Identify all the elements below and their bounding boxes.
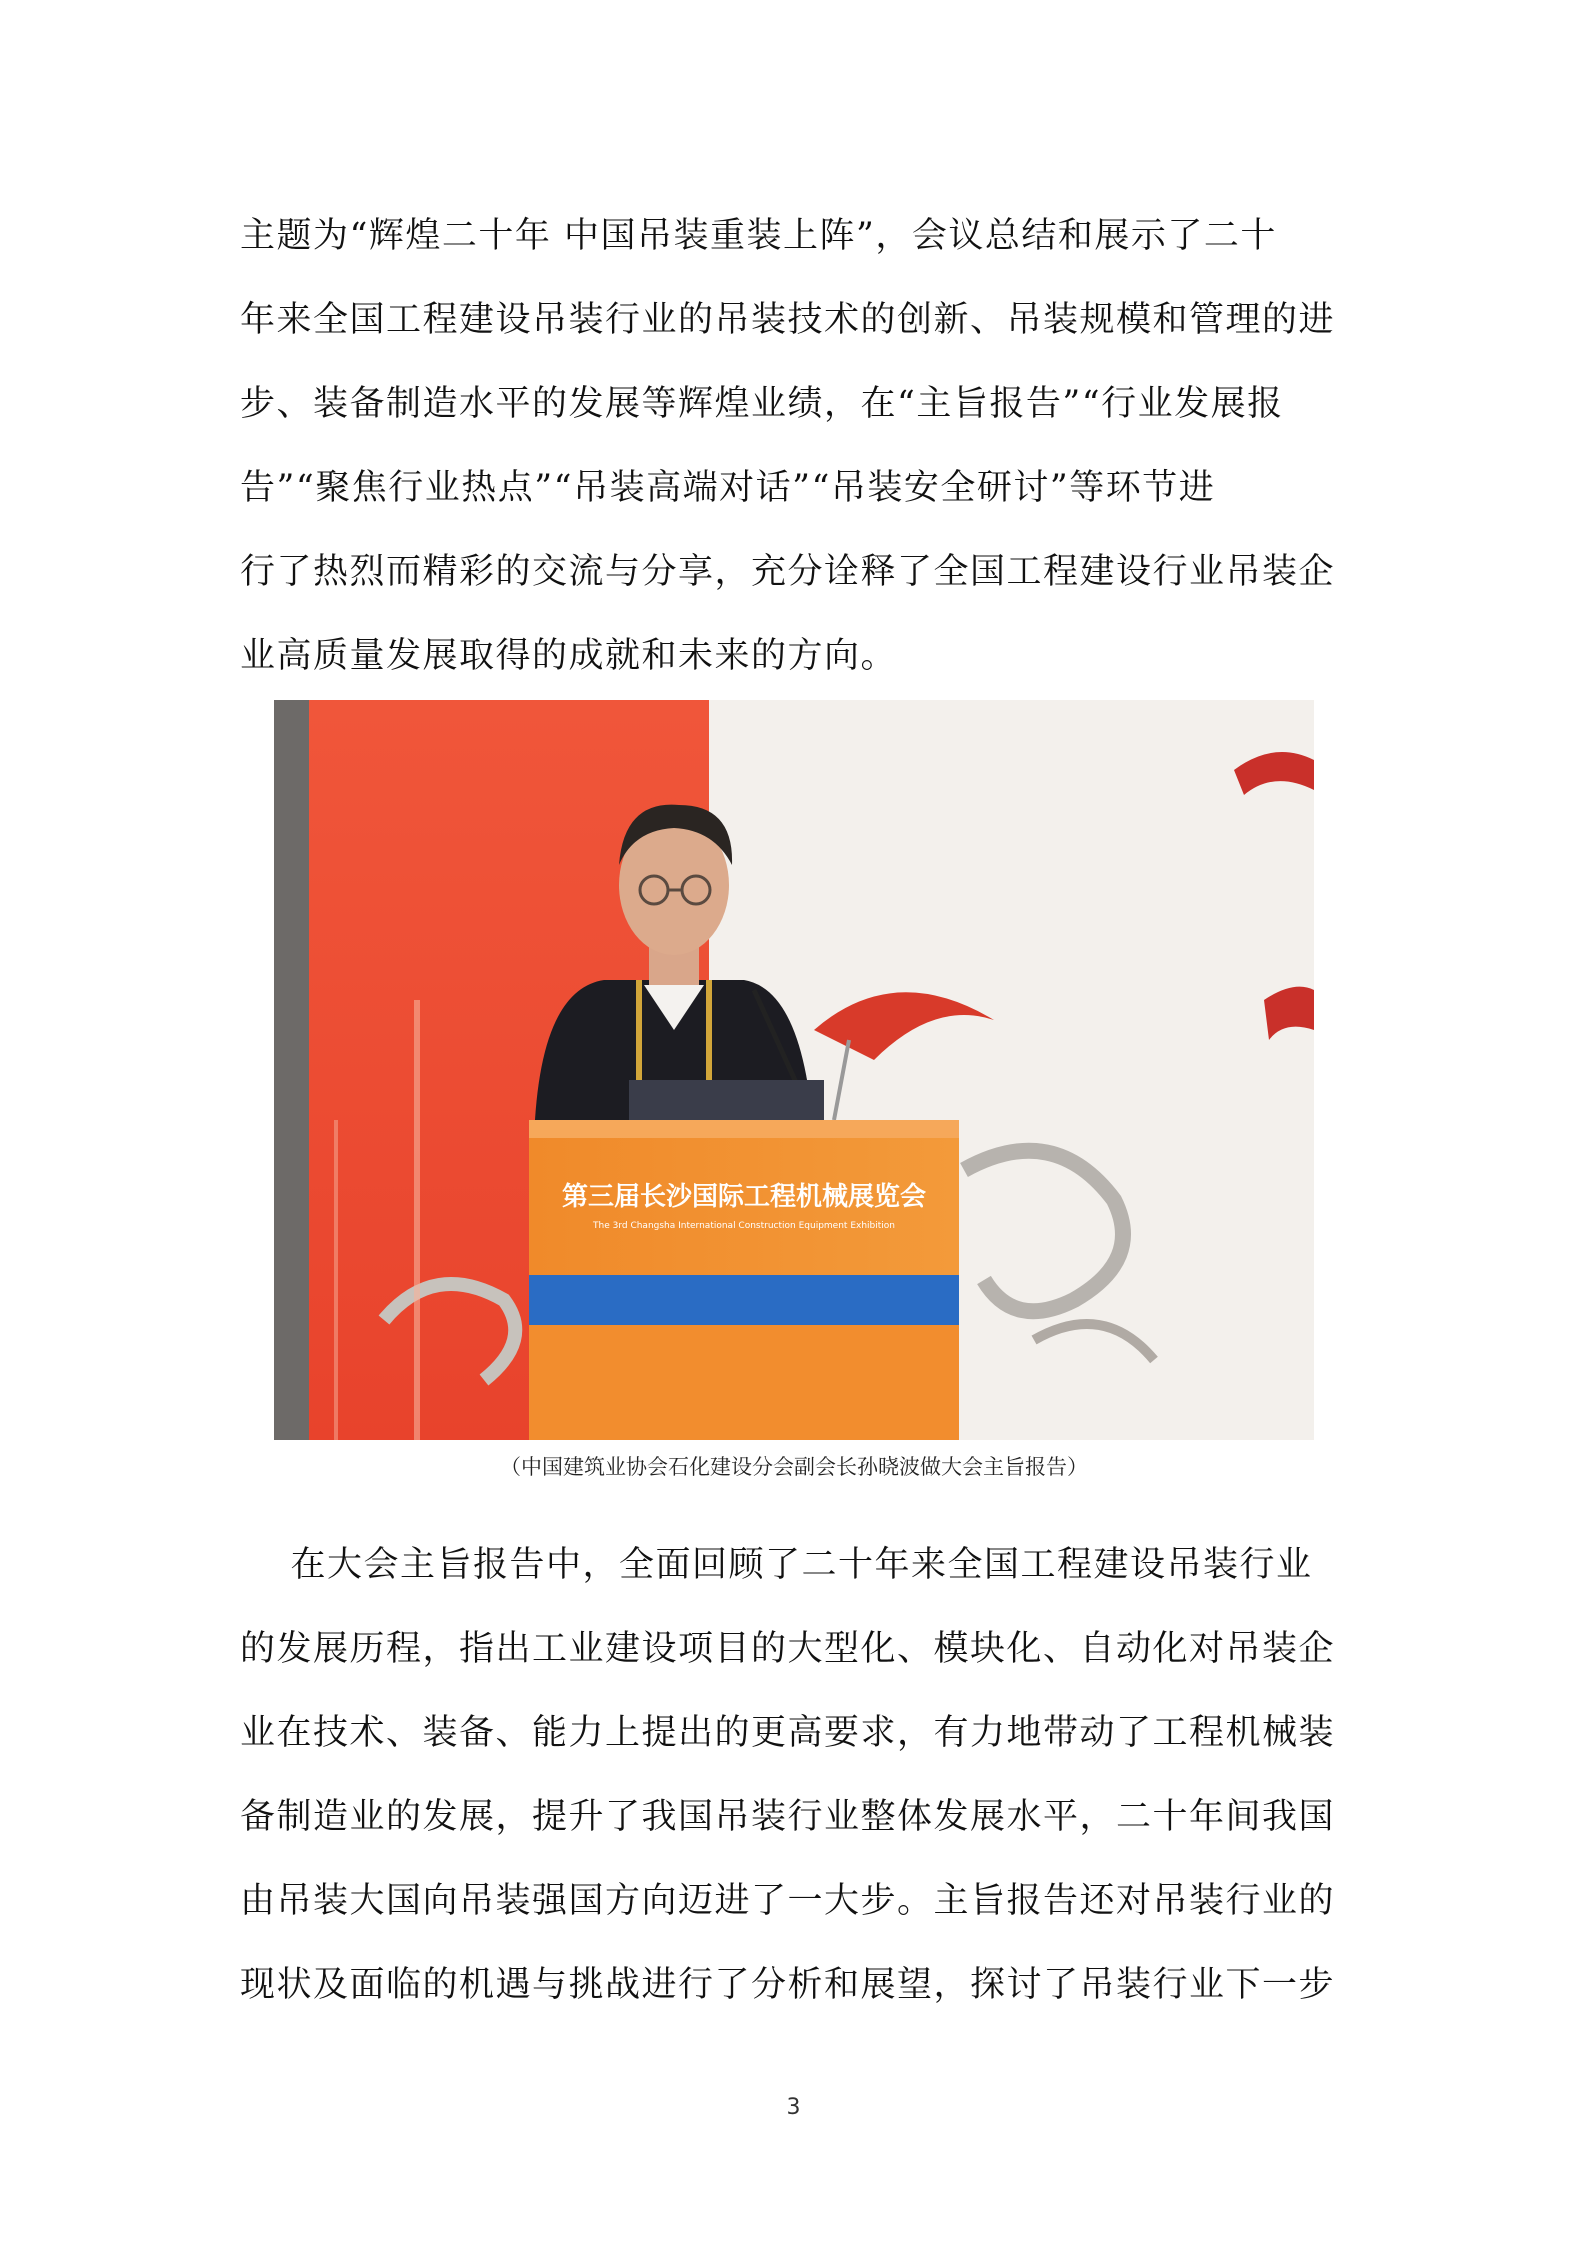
text-line: 现状及面临的机遇与挑战进行了分析和展望，探讨了吊装行业下一步 <box>240 1965 1336 2005</box>
text-line: 年来全国工程建设吊装行业的吊装技术的创新、吊装规模和管理的进 <box>240 300 1336 340</box>
text-line: 主题为“辉煌二十年 中国吊装重装上阵”，会议总结和展示了二十 <box>240 216 1277 256</box>
text-line: 的发展历程，指出工业建设项目的大型化、模块化、自动化对吊装企 <box>240 1629 1336 1669</box>
page-number: 3 <box>786 2095 801 2120</box>
text-line: 业高质量发展取得的成就和未来的方向。 <box>240 636 898 676</box>
text-line: 由吊装大国向吊装强国方向迈进了一大步。主旨报告还对吊装行业的 <box>240 1881 1336 1921</box>
text-line: 告”“聚焦行业热点”“吊装高端对话”“吊装安全研讨”等环节进 <box>240 468 1216 508</box>
text-line: 行了热烈而精彩的交流与分享，充分诠释了全国工程建设行业吊装企 <box>240 552 1336 592</box>
podium-subtitle: The 3rd Changsha International Construction Equipment Exhibition <box>593 1221 895 1231</box>
text-line: 业在技术、装备、能力上提出的更高要求，有力地带动了工程机械装 <box>240 1713 1336 1753</box>
speaker-photo <box>274 700 1314 1440</box>
text-line: 备制造业的发展，提升了我国吊装行业整体发展水平，二十年间我国 <box>240 1797 1336 1837</box>
text-line: 步、装备制造水平的发展等辉煌业绩，在“主旨报告”“行业发展报 <box>240 384 1284 424</box>
photo-caption: （中国建筑业协会石化建设分会副会长孙晓波做大会主旨报告） <box>500 1455 1088 1479</box>
paragraph-intro <box>240 194 1350 698</box>
podium-title: 第三届长沙国际工程机械展览会 <box>561 1182 927 1212</box>
paragraph-keynote <box>240 1523 1350 2027</box>
text-line: 在大会主旨报告中，全面回顾了二十年来全国工程建设吊装行业 <box>240 1545 1313 1585</box>
